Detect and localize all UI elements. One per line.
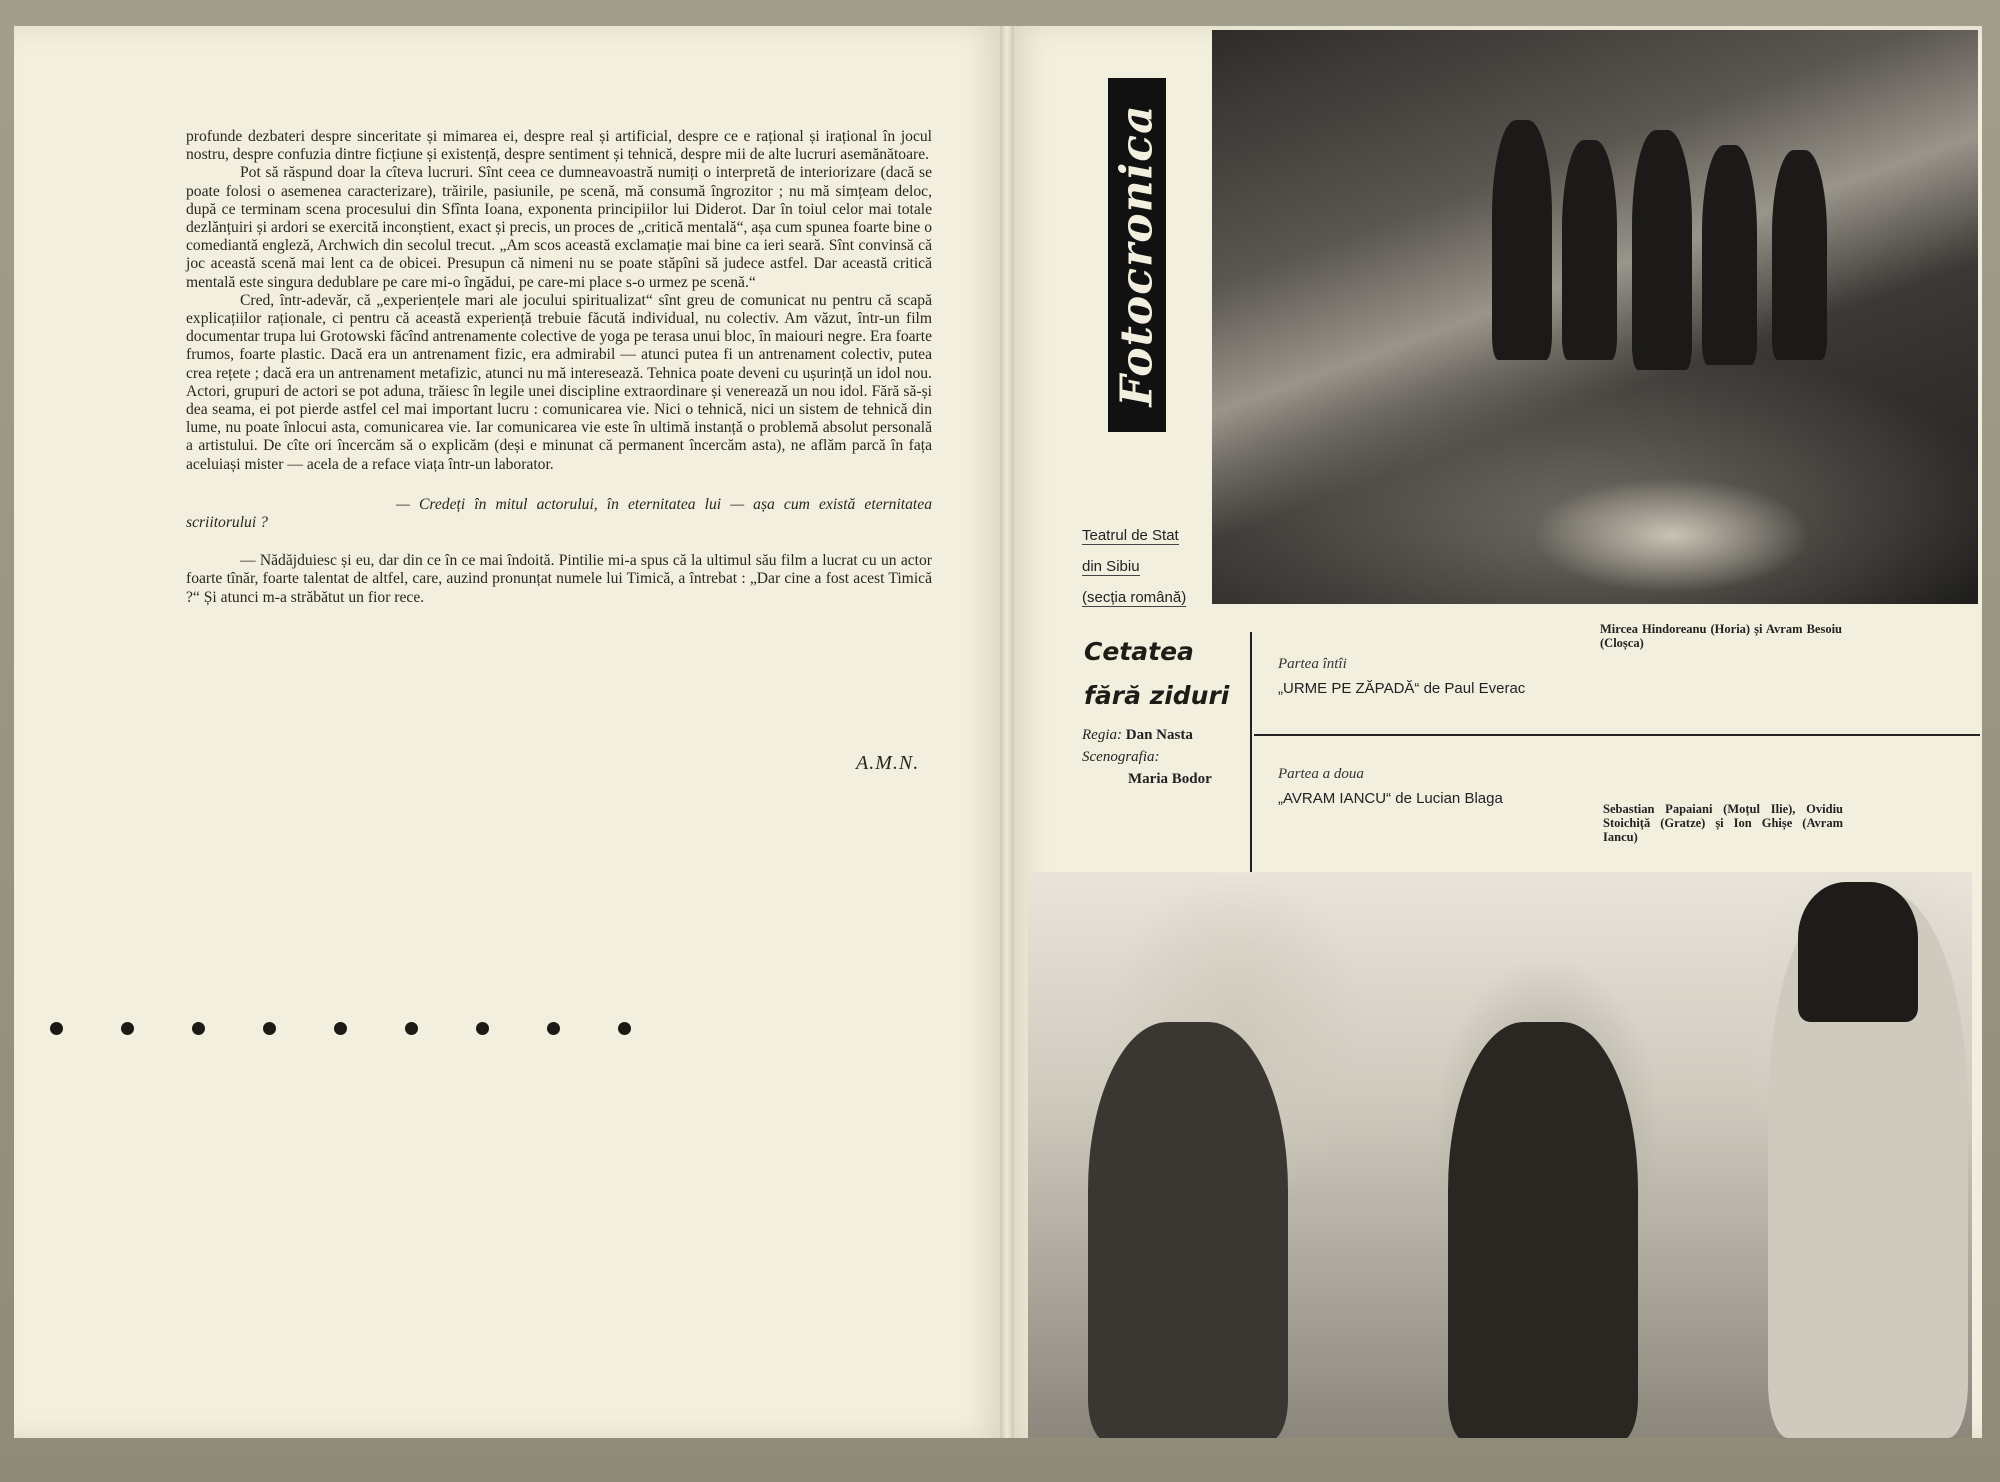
section-title-badge [1108,78,1166,432]
interview-text [186,128,932,607]
direction-label: Regia: [1082,727,1122,743]
horizontal-divider [1254,734,1980,736]
director-name: Dan Nasta [1125,727,1193,743]
stage-photo-bottom [1028,872,1972,1438]
dot-ornament [476,1022,489,1035]
theatre-city: din Sibiu [1082,558,1140,575]
scenographer-name: Maria Bodor [1128,771,1212,787]
section-title: Fotocronica [1111,103,1163,407]
photo-figure [1562,140,1617,360]
theatre-line [1082,582,1186,613]
author-signature: A.M.N. [856,752,920,774]
dot-ornament [618,1022,631,1035]
dot-ornament [192,1022,205,1035]
theatre-name: Teatrul de Stat [1082,527,1179,544]
caption-top-photo: Mircea Hindoreanu (Horia) și Avram Besoiu (Cloșca) [1600,622,1842,650]
paragraph: Pot să răspund doar la cîteva lucruri. Sînt ceea ce dumneavoastră numiți o interpretă de interiorizare (dacă se poate folosi o asemenea caracterizare), trăirile, pasiunile, pe scenă, mă consumă îngrozitor ; nu mă simțeam deloc, după ce terminam scena procesului din Sfînta Ioana, exponenta principiilor lui Diderot. Dar în toiul celor mai totale dezlănțuiri și ardori se exercită inconștient, exact și precis, un proces de „critică mentală“, așa cum spunea foarte bine o comediantă engleză, Archwich din secolul trecut. „Am scos această exclamație mai bine ca ieri seară. Sînt convinsă că joc această scenă mai lent ca de obicei. Presupun că nimeni nu se poate stăpîni să judece astfel. Dar această critică mentală este singura dedublare pe care mi-o îngădui, pe care-mi place s-o urmez pe scenă.“ [186,164,932,291]
decorative-dots [50,1022,670,1042]
caption-bottom-photo: Sebastian Papaiani (Moțul Ilie), Ovidiu Stoichiță (Gratze) și Ion Ghișe (Avram Iancu) [1603,802,1843,844]
theatre-info [1082,520,1186,613]
scenography-label: Scenografia: [1082,749,1160,765]
dot-ornament [121,1022,134,1035]
dot-ornament [405,1022,418,1035]
interview-answer: — Nădăjduiesc și eu, dar din ce în ce mai îndoită. Pintilie mi-a spus că la ultimul său film a lucrat cu un actor foarte tînăr, foarte talentat de altfel, care, auzind pronunțat numele lui Timică, a întrebat : „Dar cine a fost acest Timică ?“ Și atunci m-a străbătut un fior rece. [186,552,932,606]
photo-figure [1772,150,1827,360]
production-credits [1082,724,1212,790]
theatre-line [1082,520,1186,551]
play-title [1084,630,1229,718]
dot-ornament [334,1022,347,1035]
play-title-line: Cetatea [1084,637,1194,666]
vertical-divider [1250,632,1252,876]
play-title-line: fără ziduri [1084,681,1230,710]
photo-figure [1492,120,1552,360]
dot-ornament [547,1022,560,1035]
theatre-section: (secția română) [1082,589,1187,606]
interview-question: — Credeți în mitul actorului, în eternitatea lui — așa cum există eternitatea scriitorului ? [186,495,932,532]
photo-figure [1088,1022,1288,1438]
dot-ornament [50,1022,63,1035]
part-two-play: „AVRAM IANCU“ de Lucian Blaga [1278,790,1503,807]
photo-figure [1702,145,1757,365]
book-gutter [1000,26,1014,1438]
part-one-play: „URME PE ZĂPADĂ“ de Paul Everac [1278,680,1526,697]
part-two-label: Partea a doua [1278,766,1364,782]
dot-ornament [263,1022,276,1035]
photo-figure [1798,882,1918,1022]
photo-figure [1632,130,1692,370]
stage-photo-top [1212,30,1978,604]
part-one-label: Partea întîi [1278,656,1347,672]
theatre-line [1082,551,1186,582]
paragraph: profunde dezbateri despre sinceritate și mimarea ei, despre real și artificial, despre ce e rațional și irațional în jocul nostru, despre confuzia dintre ficțiune și existență, despre sentiment și tehnică, despre mii de alte lucruri asemănătoare. [186,128,932,164]
paragraph: Cred, într-adevăr, că „experiențele mari ale jocului spiritualizat“ sînt greu de comunicat nu pentru că scapă explicațiilor raționale, ci pentru că această experiență trebuie făcută individual, nu colectiv. Am văzut, într-un film documentar trupa lui Grotowski făcînd antrenamente colective de yoga pe terasa unui bloc, în maiouri negre. Era foarte frumos, foarte plastic. Dacă era un antrenament fizic, era admirabil — atunci putea fi un antrenament colectiv, putea crea rețete ; dacă era un antrenament metafizic, atunci nu mă interesează. Tehnica poate deveni cu ușurință un idol nou. Actori, grupuri de actori se pot aduna, trăiesc în legile unei discipline extraordinare și venerează un nou idol. Fără să-și dea seama, ei pot pierde astfel cel mai important lucru : comunicarea vie. Nici o tehnică, nici un sistem de tehnică din lume, nu poate înlocui asta, comunicarea vie. Iar comunicarea vie este în ultimă instanță o problemă absolut personală a artistului. De cîte ori încercăm să o explicăm (deși e minunat că permanent încercăm asta), ne aflăm parcă în fața aceluiași mister — acela de a reface viața într-un laborator. [186,291,932,473]
photo-figure [1448,1022,1638,1438]
